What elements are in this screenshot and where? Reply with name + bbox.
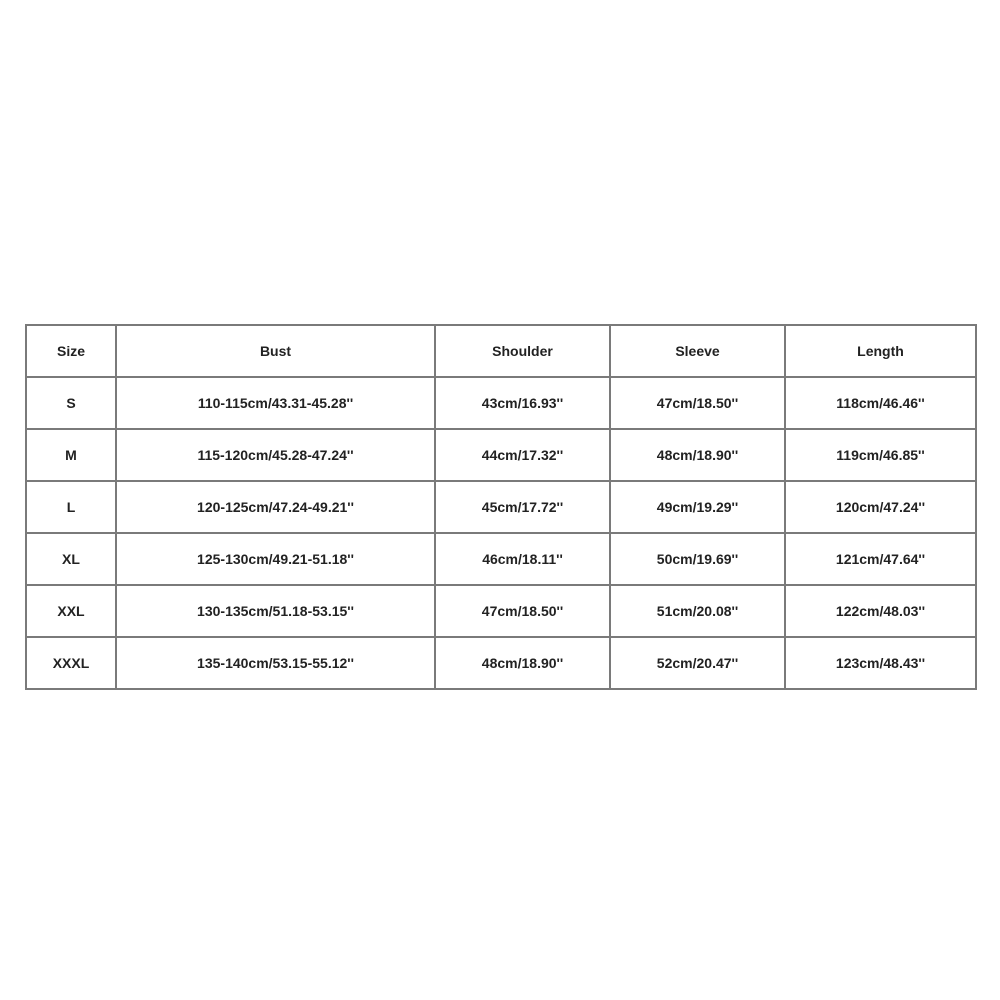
cell-size: S xyxy=(26,377,116,429)
cell-bust: 110-115cm/43.31-45.28'' xyxy=(116,377,435,429)
cell-length: 118cm/46.46'' xyxy=(785,377,976,429)
cell-bust: 125-130cm/49.21-51.18'' xyxy=(116,533,435,585)
table-row xyxy=(26,377,976,429)
header-length: Length xyxy=(785,325,976,377)
cell-length: 119cm/46.85'' xyxy=(785,429,976,481)
table-row xyxy=(26,481,976,533)
header-size: Size xyxy=(26,325,116,377)
header-shoulder: Shoulder xyxy=(435,325,610,377)
cell-size: XXXL xyxy=(26,637,116,689)
cell-shoulder: 46cm/18.11'' xyxy=(435,533,610,585)
cell-sleeve: 48cm/18.90'' xyxy=(610,429,785,481)
cell-length: 122cm/48.03'' xyxy=(785,585,976,637)
cell-length: 123cm/48.43'' xyxy=(785,637,976,689)
cell-length: 121cm/47.64'' xyxy=(785,533,976,585)
header-sleeve: Sleeve xyxy=(610,325,785,377)
header-bust: Bust xyxy=(116,325,435,377)
table-row xyxy=(26,585,976,637)
cell-shoulder: 48cm/18.90'' xyxy=(435,637,610,689)
cell-length: 120cm/47.24'' xyxy=(785,481,976,533)
cell-sleeve: 50cm/19.69'' xyxy=(610,533,785,585)
table-row xyxy=(26,637,976,689)
size-chart-table xyxy=(25,324,977,690)
cell-sleeve: 49cm/19.29'' xyxy=(610,481,785,533)
cell-sleeve: 52cm/20.47'' xyxy=(610,637,785,689)
cell-bust: 135-140cm/53.15-55.12'' xyxy=(116,637,435,689)
cell-shoulder: 45cm/17.72'' xyxy=(435,481,610,533)
cell-sleeve: 51cm/20.08'' xyxy=(610,585,785,637)
cell-bust: 120-125cm/47.24-49.21'' xyxy=(116,481,435,533)
cell-size: XXL xyxy=(26,585,116,637)
cell-size: XL xyxy=(26,533,116,585)
cell-size: L xyxy=(26,481,116,533)
cell-shoulder: 44cm/17.32'' xyxy=(435,429,610,481)
cell-bust: 130-135cm/51.18-53.15'' xyxy=(116,585,435,637)
cell-bust: 115-120cm/45.28-47.24'' xyxy=(116,429,435,481)
cell-size: M xyxy=(26,429,116,481)
table-row xyxy=(26,429,976,481)
table-header-row xyxy=(26,325,976,377)
cell-shoulder: 43cm/16.93'' xyxy=(435,377,610,429)
cell-sleeve: 47cm/18.50'' xyxy=(610,377,785,429)
cell-shoulder: 47cm/18.50'' xyxy=(435,585,610,637)
table-row xyxy=(26,533,976,585)
